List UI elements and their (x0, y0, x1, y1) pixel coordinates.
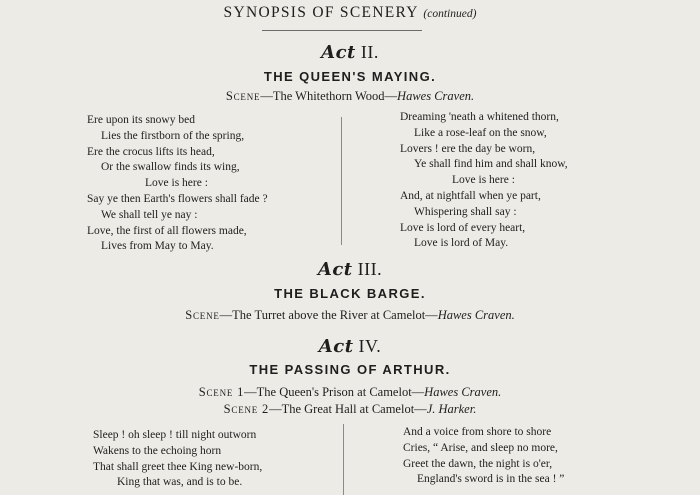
verse-line: We shall tell ye nay : (101, 208, 198, 221)
act-4-heading (0, 336, 700, 357)
act-4-column-divider (343, 424, 344, 495)
act-2-scene-text: —The Whitethorn Wood— (260, 89, 398, 103)
act-4-scene-1-text: —The Queen's Prison at Camelot— (244, 385, 425, 399)
verse-line: Wakens to the echoing horn (93, 444, 222, 457)
act-4-scene-2-text: —The Great Hall at Camelot— (269, 402, 427, 416)
verse-line: Love is lord of May. (414, 237, 509, 250)
verse-line: England's sword is in the sea ! ” (417, 473, 565, 486)
act-3-title: THE BLACK BARGE. (274, 286, 426, 301)
verse-line: Love, the first of all flowers made, (87, 224, 247, 237)
verse-line: Love is lord of every heart, (400, 221, 526, 234)
act-3-number: III. (357, 259, 383, 279)
act-2-number: II. (360, 42, 379, 62)
act-2-word: Act (321, 42, 356, 63)
verse-line: That shall greet thee King new-born, (93, 460, 263, 473)
verse-line: Or the swallow finds its wing, (101, 161, 240, 174)
header-rule (262, 30, 422, 31)
act-4-word: Act (318, 336, 354, 357)
act-4-verse-left (93, 428, 262, 491)
act-4-verse-right (403, 425, 564, 488)
act-2-scene-artist: Hawes Craven. (397, 89, 475, 103)
verse-line: Like a rose-leaf on the snow, (414, 126, 547, 139)
act-4-number: IV. (358, 336, 382, 356)
act-4-scene-1-label: Scene 1 (198, 385, 245, 399)
verse-line: Dreaming 'neath a whitened thorn, (400, 111, 559, 123)
act-4-scene-2 (0, 402, 700, 417)
act-2-heading (0, 42, 700, 63)
act-2-verse-left (87, 113, 268, 255)
act-2-column-divider (341, 117, 342, 245)
act-3-scene-label: Scene (185, 308, 220, 322)
verse-line: King that was, and is to be. (117, 476, 243, 489)
verse-line: Sleep ! oh sleep ! till night outworn (93, 429, 257, 441)
verse-line: Love is here : (452, 174, 515, 187)
header-title: SYNOPSIS OF SCENERY (223, 4, 419, 21)
verse-line: Greet the dawn, the night is o'er, (403, 457, 553, 470)
act-4-scene-1 (0, 385, 700, 400)
header-continued: (continued) (423, 8, 477, 20)
verse-line: Lies the firstborn of the spring, (101, 129, 245, 142)
act-3-scene-artist: Hawes Craven. (437, 308, 515, 322)
act-2-verse-right (400, 110, 568, 252)
page-header (0, 4, 700, 22)
verse-line: Ye shall find him and shall know, (414, 158, 568, 171)
act-2-title: THE QUEEN'S MAYING. (263, 69, 437, 84)
verse-line: Ere the crocus lifts its head, (87, 145, 215, 158)
verse-line: Lives from May to May. (101, 240, 214, 253)
act-3-scene-text: —The Turret above the River at Camelot— (219, 308, 438, 322)
act-4-title: THE PASSING OF ARTHUR. (249, 362, 451, 377)
verse-line: Lovers ! ere the day be worn, (400, 142, 536, 155)
act-2-scene (0, 89, 700, 104)
verse-line: And, at nightfall when ye part, (400, 189, 541, 202)
act-3-word: Act (317, 259, 353, 280)
act-3-heading (0, 259, 700, 280)
verse-line: Ere upon its snowy bed (87, 114, 195, 126)
act-4-scene-2-label: Scene 2 (223, 402, 270, 416)
act-2-scene-label: Scene (225, 89, 261, 103)
verse-line: Whispering shall say : (414, 205, 517, 218)
verse-line: And a voice from shore to shore (403, 426, 552, 438)
act-3-scene (0, 308, 700, 323)
verse-line: Love is here : (145, 177, 208, 190)
verse-line: Cries, “ Arise, and sleep no more, (403, 441, 558, 454)
verse-line: Say ye then Earth's flowers shall fade ? (87, 192, 268, 205)
act-4-scene-2-artist: J. Harker. (426, 402, 477, 416)
act-4-scene-1-artist: Hawes Craven. (424, 385, 502, 399)
